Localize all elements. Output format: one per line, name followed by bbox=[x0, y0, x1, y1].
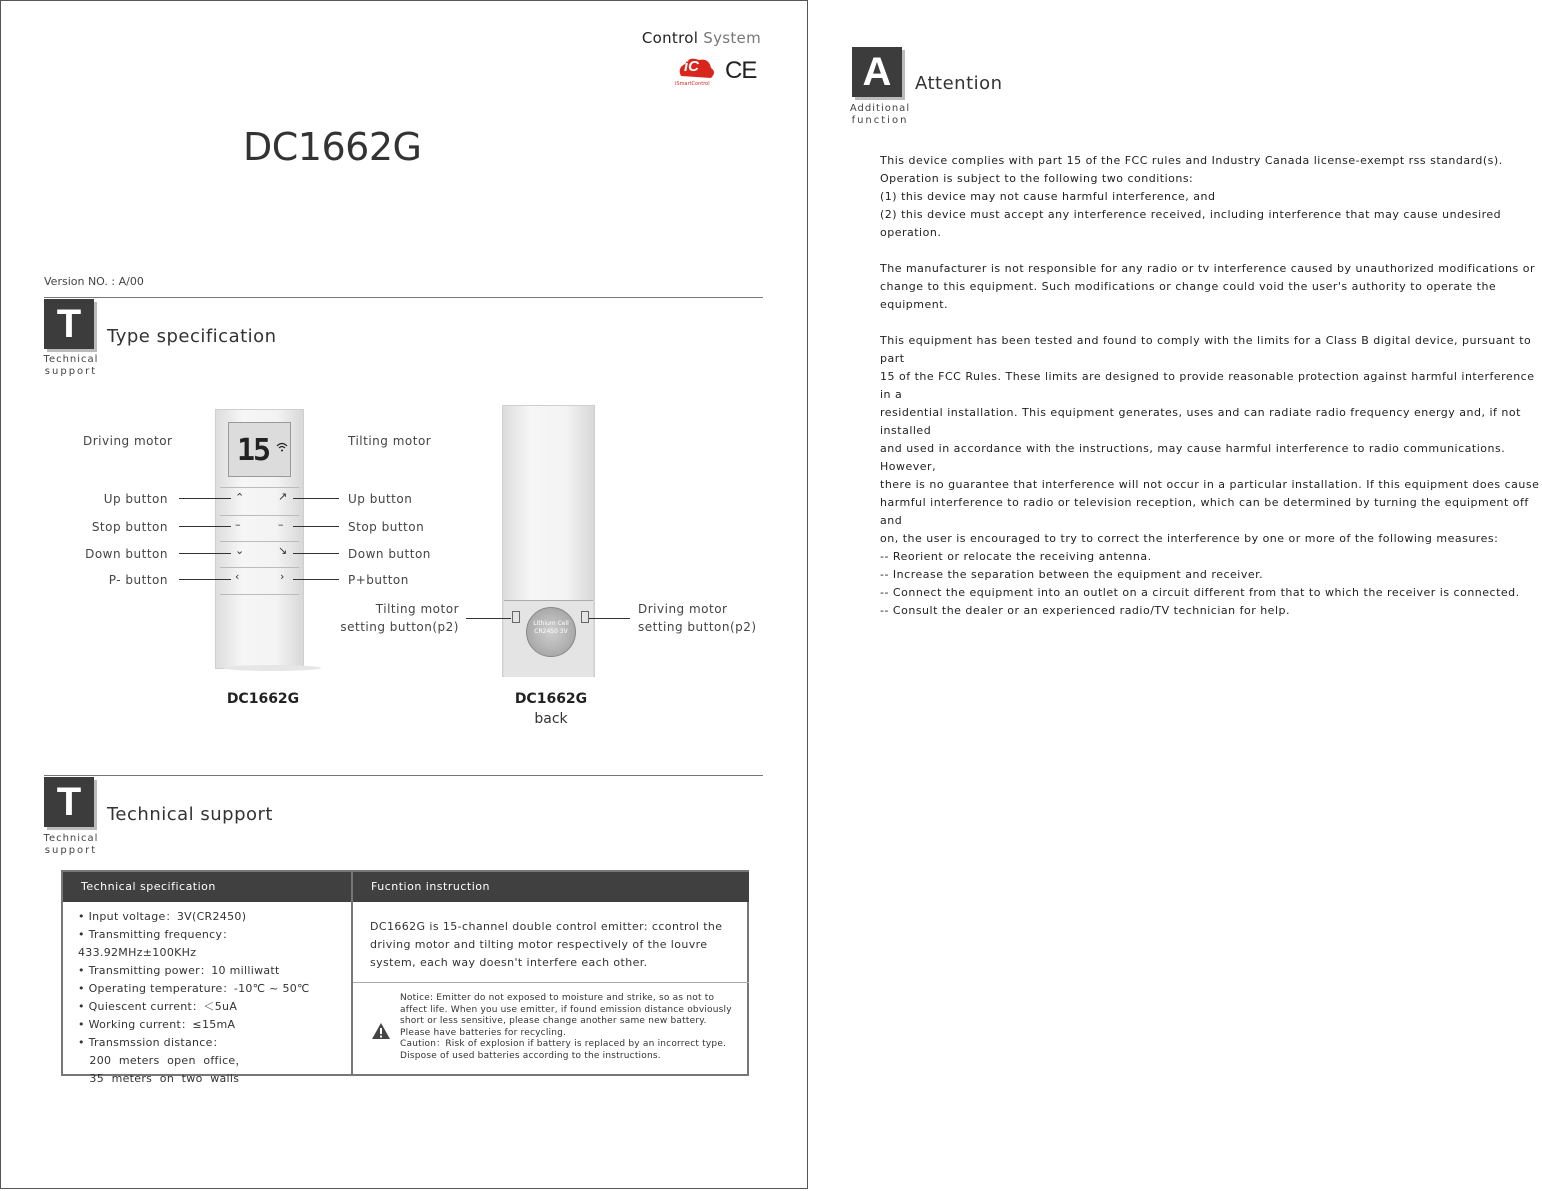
key-divider bbox=[220, 487, 299, 488]
table-header-function: Fucntion instruction bbox=[353, 872, 749, 902]
warning-icon bbox=[371, 1022, 391, 1044]
notice-line: Caution：Risk of explosion if battery is replaced by an incorrect type. bbox=[400, 1039, 727, 1049]
caption-back: back bbox=[534, 711, 568, 727]
list-item: • Transmssion distance： bbox=[78, 1036, 224, 1049]
tilting-motor-label: Tilting motor bbox=[348, 434, 432, 448]
leader-line bbox=[466, 618, 511, 619]
lcd-display bbox=[228, 422, 291, 477]
brand-bold: Control bbox=[641, 29, 699, 47]
t-badge-icon: T bbox=[44, 299, 94, 349]
table-divider bbox=[353, 982, 749, 983]
leader-line bbox=[293, 579, 339, 580]
notice-line: Dispose of used batteries according to the instructions. bbox=[400, 1050, 661, 1061]
down-arrow-icon[interactable]: ⌄ bbox=[235, 544, 245, 557]
section-title-tech: Technical support bbox=[107, 804, 273, 825]
body-line bbox=[880, 314, 1540, 332]
function-line: system, each way doesn't interfere each other. bbox=[370, 956, 648, 969]
body-line: there is no guarantee that interference will not occur in a particular installation. If this equipment does cause bbox=[880, 478, 1540, 491]
logo-text: iC bbox=[684, 58, 699, 75]
body-line: harmful interference to radio or television reception, which can be determined by turning the equipment off and bbox=[880, 496, 1529, 527]
badge-subtitle bbox=[42, 833, 100, 857]
back-right-label-2: setting button(p2) bbox=[638, 620, 757, 634]
caption-back-model: DC1662G bbox=[514, 691, 588, 707]
notice-text bbox=[400, 993, 745, 1062]
leader-line bbox=[179, 579, 231, 580]
list-item: 35 meters on two walls bbox=[78, 1072, 240, 1085]
body-line: This device complies with part 15 of the FCC rules and Industry Canada license-exempt rss standard(s). bbox=[880, 154, 1503, 167]
remote-back-image bbox=[502, 405, 595, 677]
left-up-label: Up button bbox=[103, 492, 168, 506]
body-line: (1) this device may not cause harmful interference, and bbox=[880, 190, 1216, 203]
list-item: • Transmitting frequency：433.92MHz±100KHz bbox=[78, 928, 234, 959]
remote-front-image bbox=[215, 409, 304, 669]
prev-icon[interactable]: ‹ bbox=[235, 570, 240, 583]
list-item: • Transmitting power：10 milliwatt bbox=[78, 964, 280, 977]
tilt-up-icon[interactable]: ↗ bbox=[278, 490, 288, 503]
body-line: on, the user is encouraged to try to correct the interference by one or more of the following measures: bbox=[880, 532, 1499, 545]
left-down-label: Down button bbox=[85, 547, 168, 561]
leader-line bbox=[293, 526, 339, 527]
key-divider bbox=[220, 567, 299, 568]
body-line: -- Increase the separation between the equipment and receiver. bbox=[880, 568, 1264, 581]
brand-light: System bbox=[703, 29, 761, 47]
a-badge-icon: A bbox=[852, 47, 902, 97]
function-text bbox=[370, 918, 745, 972]
tilt-stop-icon[interactable]: – bbox=[278, 518, 284, 531]
logo-sub: iSmartControl bbox=[675, 81, 710, 87]
badge-subtitle bbox=[848, 103, 912, 127]
t-badge-icon: T bbox=[44, 777, 94, 827]
brand-header bbox=[642, 29, 761, 47]
list-item: 200 meters open office， bbox=[78, 1054, 247, 1067]
body-line: 15 of the FCC Rules. These limits are designed to provide reasonable protection against harmful interference in a bbox=[880, 370, 1535, 401]
body-line: and used in accordance with the instructions, may cause harmful interference to radio communications. However, bbox=[880, 442, 1506, 473]
up-arrow-icon[interactable]: ⌃ bbox=[235, 491, 245, 504]
notice-line: Please have batteries for recycling. bbox=[400, 1027, 567, 1038]
body-line: -- Reorient or relocate the receiving antenna. bbox=[880, 550, 1152, 563]
body-line: -- Connect the equipment into an outlet on a circuit different from that to which the receiver is connected. bbox=[880, 586, 1520, 599]
list-item: • Operating temperature：-10℃ ~ 50℃ bbox=[78, 982, 310, 995]
next-icon[interactable]: › bbox=[280, 570, 285, 583]
setting-button-left[interactable] bbox=[512, 611, 520, 623]
ismartcontrol-logo bbox=[675, 54, 717, 88]
page-title: DC1662G bbox=[243, 125, 422, 169]
function-line: driving motor and tilting motor respectively of the louvre bbox=[370, 938, 708, 951]
battery-compartment bbox=[504, 600, 593, 677]
left-stop-label: Stop button bbox=[91, 520, 168, 534]
list-item: • Input voltage：3V(CR2450) bbox=[78, 910, 247, 923]
notice-line: short or less sensitive, please change another same new battery. bbox=[400, 1016, 707, 1026]
divider bbox=[44, 297, 763, 298]
right-down-label: Down button bbox=[348, 547, 431, 561]
back-left-label-2: setting button(p2) bbox=[340, 620, 459, 634]
leader-line bbox=[589, 618, 630, 619]
badge-sub-line: Technical bbox=[43, 833, 99, 844]
spec-table bbox=[61, 870, 749, 1085]
badge-subtitle bbox=[42, 354, 100, 378]
section-title-attention: Attention bbox=[915, 73, 1003, 94]
leader-line bbox=[179, 498, 231, 499]
key-divider bbox=[220, 541, 299, 542]
notice-line: affect life. When you use emitter, if found emission distance obviously bbox=[400, 1004, 732, 1015]
attention-body bbox=[880, 152, 1540, 620]
signal-icon bbox=[276, 437, 288, 456]
right-up-label: Up button bbox=[348, 492, 413, 506]
badge-sub-line: support bbox=[44, 845, 98, 856]
remote-shadow bbox=[223, 665, 321, 671]
stop-icon[interactable]: – bbox=[235, 518, 241, 531]
table-divider bbox=[351, 872, 353, 1076]
leader-line bbox=[179, 526, 231, 527]
version-number: Version NO. : A/00 bbox=[44, 275, 144, 288]
right-p-plus-label: P+button bbox=[348, 573, 409, 587]
body-line bbox=[880, 242, 1540, 260]
key-divider bbox=[220, 594, 299, 595]
body-line: The manufacturer is not responsible for any radio or tv interference caused by unauthorized modifications or bbox=[880, 262, 1536, 275]
back-right-label-1: Driving motor bbox=[638, 602, 728, 616]
body-line: change to this equipment. Such modifications or change could void the user's authority to operate the equipment. bbox=[880, 280, 1497, 311]
tilt-down-icon[interactable]: ↘ bbox=[278, 544, 288, 557]
spec-list bbox=[78, 908, 350, 1088]
function-line: DC1662G is 15-channel double control emitter: ccontrol the bbox=[370, 920, 723, 933]
body-line: This equipment has been tested and found to comply with the limits for a Class B digital device, pursuant to part bbox=[880, 334, 1532, 365]
badge-sub-line: support bbox=[44, 366, 98, 377]
left-p-minus-label: P- button bbox=[108, 573, 168, 587]
list-item: • Working current：≤15mA bbox=[78, 1018, 236, 1031]
badge-sub-line: Additional bbox=[849, 103, 911, 114]
back-left-label-1: Tilting motor bbox=[375, 602, 459, 616]
driving-motor-label: Driving motor bbox=[83, 434, 173, 448]
leader-line bbox=[293, 553, 339, 554]
key-divider bbox=[220, 515, 299, 516]
battery-icon bbox=[526, 607, 576, 657]
body-line: Operation is subject to the following two conditions: bbox=[880, 172, 1194, 185]
section-title-type: Type specification bbox=[107, 326, 277, 347]
body-line: residential installation. This equipment generates, uses and can radiate radio frequency energy and, if not installed bbox=[880, 406, 1521, 437]
caption-front: DC1662G bbox=[226, 691, 300, 707]
battery-label: Lithium Cell CR2450 3V bbox=[533, 620, 569, 635]
notice-line: Notice: Emitter do not exposed to moisture and strike, so as not to bbox=[400, 993, 715, 1003]
ce-mark: CE bbox=[725, 57, 757, 84]
lcd-value: 15 bbox=[237, 433, 270, 468]
leader-line bbox=[179, 553, 231, 554]
badge-sub-line: function bbox=[851, 115, 909, 126]
body-line: (2) this device must accept any interference received, including interference that may cause undesired operation. bbox=[880, 208, 1502, 239]
badge-sub-line: Technical bbox=[43, 354, 99, 365]
leader-line bbox=[293, 498, 339, 499]
divider bbox=[44, 775, 763, 776]
right-stop-label: Stop button bbox=[348, 520, 425, 534]
table-header-spec: Technical specification bbox=[63, 872, 351, 902]
list-item: • Quiescent current：＜5uA bbox=[78, 1000, 238, 1013]
setting-button-right[interactable] bbox=[581, 611, 589, 623]
body-line: -- Consult the dealer or an experienced radio/TV technician for help. bbox=[880, 604, 1290, 617]
